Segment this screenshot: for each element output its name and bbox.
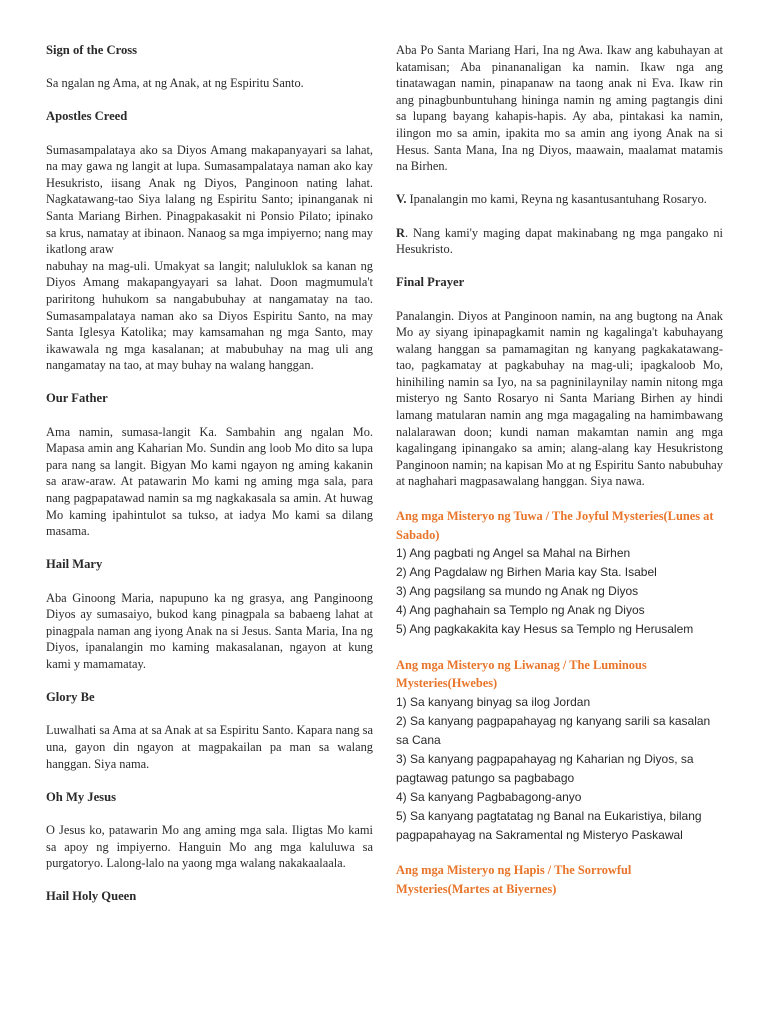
response-text: . Nang kami'y maging dapat makinabang ng mga pangako ni Hesukristo. <box>396 225 723 257</box>
luminous-mysteries-list <box>396 693 723 844</box>
oh-my-jesus-heading: Oh My Jesus <box>46 789 116 804</box>
list-item: 4) Ang paghahain sa Templo ng Anak ng Diyos <box>396 603 645 618</box>
glory-be-text: Luwalhati sa Ama at sa Anak at sa Espiritu Santo. Kapara nang sa una, gayon din ngayon at magpakailan pa man sa walang hanggan. Siya nama. <box>46 723 373 771</box>
response <box>396 225 723 258</box>
hail-mary-heading: Hail Mary <box>46 557 103 572</box>
list-item: 3) Ang pagsilang sa mundo ng Anak ng Diyos <box>396 584 639 599</box>
list-item: 2) Ang Pagdalaw ng Birhen Maria kay Sta. Isabel <box>396 565 657 580</box>
list-item: 1) Sa kanyang binyag sa ilog Jordan <box>396 695 591 710</box>
sorrowful-mysteries-heading: Ang mga Misteryo ng Hapis / The Sorrowful Mysteries(Martes at Biyernes) <box>396 863 632 897</box>
response-label: R <box>396 225 405 240</box>
final-prayer-text: Panalangin. Diyos at Panginoon namin, na ang bugtong na Anak Mo ay siyang ipinapagkamit namin ng kagalinga't kabuhayang walang hanggan sa pamamagitan ng kanyang pagkakatawang-tao, pagkamatay at pagkabuhay na mag-uli; ipagkaloob Mo, hinihiling namin sa Iyo, na sa pagninilaynilay namin nitong mga misteryo ng Santo Rosaryo ni Santa Mariang Birhen ay hindi lamang matularan namin ang mga magagaling na hamimbawang nalalarawan doon; kundi naman makamtan namin ang mga kagalingang ipinangako sa amin; alang-alang kay Hesukristong Panginoon namin; na kapisan Mo at ng Espiritu Santo nabubuhay at naghahari magpasawalang hanggan. Siya nawa. <box>396 308 723 489</box>
our-father-text: Ama namin, sumasa-langit Ka. Sambahin ang ngalan Mo. Mapasa amin ang Kaharian Mo. Sundin ang loob Mo dito sa lupa para nang sa langit. Bigyan Mo kami ngayon ng aming kakanin sa araw-araw. At patawarin Mo kami ng aming mga sala, para nang pagpapatawad namin sa mg nagkakasala sa amin. At huwag Mo kaming ipahintulot sa tukso, at iadya Mo kami sa dilang masama. <box>46 424 373 539</box>
our-father-heading: Our Father <box>46 391 108 406</box>
right-column <box>396 42 723 899</box>
hail-holy-queen-text: Aba Po Santa Mariang Hari, Ina ng Awa. Ikaw ang kabuhayan at katamisan; Aba pinananaligan ka namin. Ikaw nga ang tinatawagan namin, pinapanaw na taong anak ni Eva. Ikaw rin ang pinagbunbuntuhang hininga namin ng aming pagtangis dini sa lupang bayang kahapis-hapis. Ay aba, pintakasi ka namin, ilingon mo sa amin, ipakita mo sa amin ang iyong Anak na si Hesus. Santa Mana, Ina ng Diyos, maawain, maalamat matamis na Birhen. <box>396 43 723 174</box>
hail-holy-queen-heading: Hail Holy Queen <box>46 889 137 904</box>
oh-my-jesus-text: O Jesus ko, patawarin Mo ang aming mga sala. Iligtas Mo kami sa apoy ng impiyerno. Hanguin Mo ang mga kaluluwa sa purgatoryo. Lalong-lalo na yaong mga walang nakakaalaala. <box>46 822 373 871</box>
list-item: 2) Sa kanyang pagpapahayag ng kanyang sarili sa kasalan sa Cana <box>396 714 711 748</box>
joyful-mysteries-heading: Ang mga Misteryo ng Tuwa / The Joyful Mysteries(Lunes at Sabado) <box>396 508 714 542</box>
joyful-mysteries-list <box>396 544 723 639</box>
list-item: 3) Sa kanyang pagpapahayag ng Kaharian ng Diyos, sa pagtawag patungo sa pagbabago <box>396 752 694 785</box>
apostles-creed-text-2: nabuhay na mag-uli. Umakyat sa langit; naluluklok sa kanan ng Diyos Amang makapangyayari sa lahat. Doon magmumula't pariritong huhukom sa nangabubuhay at nangamatay na tao. Sumasampalataya naman ako sa Diyos Espiritu Santo, na may Santa Iglesya Katolika; may kamsamahan ng mga Santo, may ikawawala ng mga kasalanan; at mabubuhay na mag uli ang nangamatay na tao, at may buhay na walang hanggan. <box>46 258 373 373</box>
list-item: 4) Sa kanyang Pagbabagong-anyo <box>396 789 582 804</box>
list-item: 5) Ang pagkakakita kay Hesus sa Templo ng Herusalem <box>396 622 694 637</box>
sign-of-the-cross-heading: Sign of the Cross <box>46 43 138 57</box>
list-item: 5) Sa kanyang pagtatatag ng Banal na Eukaristiya, bilang pagpapahayag na Sakramental ng Misteryo Paskawal <box>396 808 702 842</box>
final-prayer-heading: Final Prayer <box>396 275 465 290</box>
hail-mary-text: Aba Ginoong Maria, napupuno ka ng grasya, ang Panginoong Diyos ay sumasaiyo, bukod kang pinagpala sa babaeng lahat at pinagpala naman ang iyong Anak na si Jesus. Santa Maria, Ina ng Diyos, ipanalangin mo kaming makasalanan, ngayon at kung kami y mamamatay. <box>46 590 373 671</box>
apostles-creed-text-1: Sumasampalataya ako sa Diyos Amang makapanyayari sa lahat, na may gawa ng langit at lupa. Sumasampalataya naman ako kay Hesukristo, iisang Anak ng Diyos, Panginoon nating lahat. Nagkatawang-tao Siya lalang ng Espiritu Santo; ipinanganak ni Santa Mariang Birhen. Pinagpakasakit ni Ponsio Pilato; ipinako sa krus, namatay at ibinaon. Nanaog sa mga impiyerno; nang may ikatlong araw <box>46 142 373 257</box>
versicle-label: V. <box>396 192 407 207</box>
list-item: 1) Ang pagbati ng Angel sa Mahal na Birhen <box>396 546 631 561</box>
left-column <box>46 42 373 905</box>
glory-be-heading: Glory Be <box>46 690 95 705</box>
apostles-creed-heading: Apostles Creed <box>46 109 128 124</box>
sign-of-the-cross-text: Sa ngalan ng Ama, at ng Anak, at ng Espiritu Santo. <box>46 76 304 91</box>
versicle <box>396 191 723 208</box>
luminous-mysteries-heading: Ang mga Misteryo ng Liwanag / The Luminous Mysteries(Hwebes) <box>396 657 647 691</box>
versicle-text: Ipanalangin mo kami, Reyna ng kasantusantuhang Rosaryo. <box>406 192 707 207</box>
